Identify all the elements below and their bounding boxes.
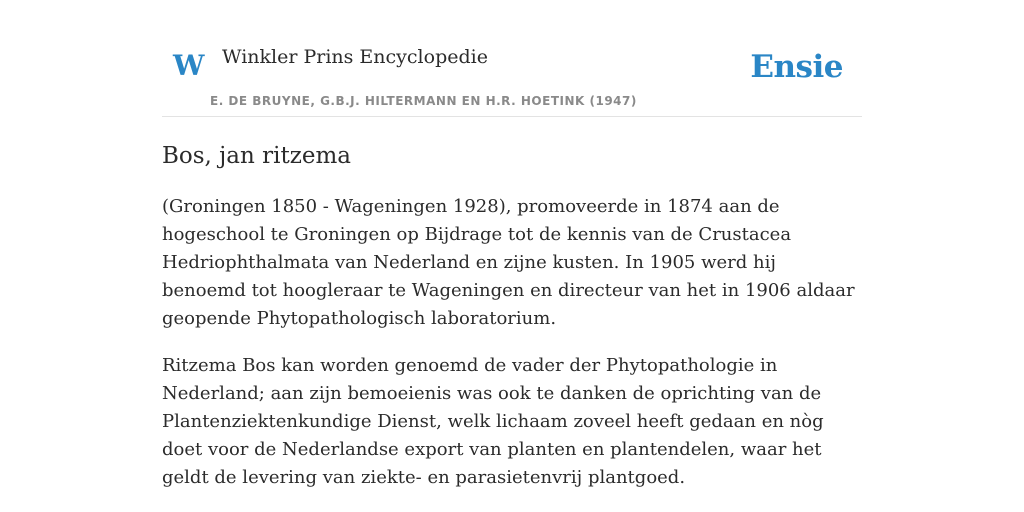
entry-body [162, 193, 862, 492]
entry-title: Bos, jan ritzema [162, 143, 351, 169]
source-authors: E. DE BRUYNE, G.B.J. HILTERMANN EN H.R. HOETINK (1947) [210, 94, 637, 108]
entry-paragraph: Ritzema Bos kan worden genoemd de vader der Phytopathologie in Nederland; aan zijn bemoeienis was ook te danken de oprichting van de Plantenziektenkundige Dienst, welk lichaam zoveel heeft gedaan en nòg doet voor de Nederlandse export van planten en plantendelen, waar het geldt de levering van ziekte- en parasietenvrij plantgoed. [162, 354, 824, 488]
ensie-logo[interactable]: Ensie [750, 49, 843, 85]
entry-paragraph: (Groningen 1850 - Wageningen 1928), promoveerde in 1874 aan de hogeschool te Groningen op Bijdrage tot de kennis van de Crustacea Hedriophthalmata van Nederland en zijne kusten. In 1905 werd hij benoemd tot hoogleraar te Wageningen en directeur van het in 1906 aldaar geopende Phytopathologisch laboratorium. [162, 195, 855, 329]
entry-card [162, 0, 862, 492]
source-title-link[interactable]: Winkler Prins Encyclopedie [222, 46, 488, 68]
source-header [162, 0, 862, 117]
source-logo[interactable]: W [173, 49, 205, 82]
